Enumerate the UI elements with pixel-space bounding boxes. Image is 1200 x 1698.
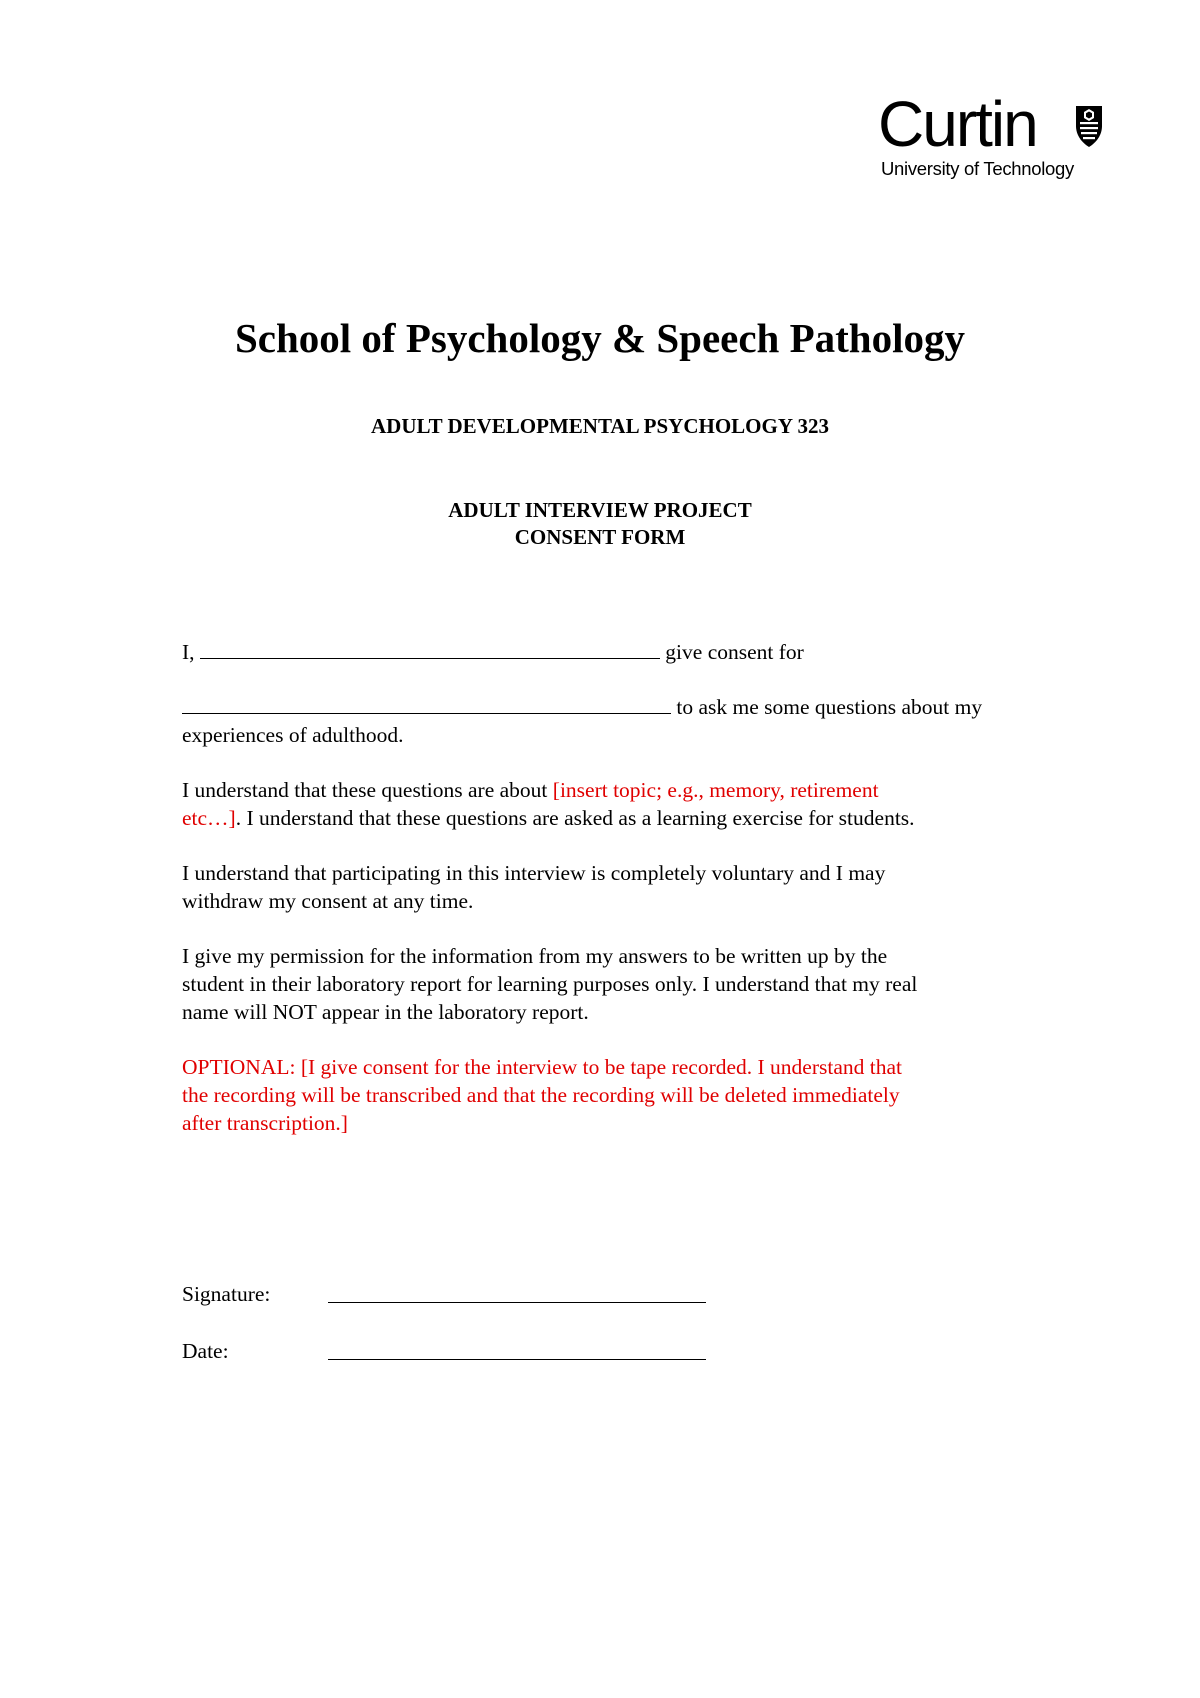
consent-prefix: I,: [182, 640, 195, 664]
form-title: CONSENT FORM: [514, 525, 686, 549]
voluntary-line-2: withdraw my consent at any time.: [182, 889, 474, 913]
course-title: ADULT DEVELOPMENTAL PSYCHOLOGY 323: [371, 414, 829, 438]
permission-line-3: name will NOT appear in the laboratory report.: [182, 1000, 589, 1024]
signature-field[interactable]: [328, 1302, 706, 1303]
student-name-blank[interactable]: [182, 693, 671, 714]
date-label: Date:: [182, 1339, 229, 1363]
project-title: ADULT INTERVIEW PROJECT: [448, 498, 752, 522]
permission-line-1: I give my permission for the information from my answers to be written up by the: [182, 944, 888, 968]
topic-end: . I understand that these questions are asked as a learning exercise for students.: [235, 806, 915, 830]
consent-line-3: experiences of adulthood.: [182, 723, 404, 747]
voluntary-line-1: I understand that participating in this interview is completely voluntary and I may: [182, 861, 886, 885]
topic-intro: I understand that these questions are about: [182, 778, 548, 802]
topic-paragraph: [182, 776, 1002, 832]
shield-icon: [1074, 104, 1104, 148]
optional-line-2: the recording will be transcribed and that the recording will be deleted immediately: [182, 1083, 900, 1107]
optional-line-1: OPTIONAL: [I give consent for the interview to be tape recorded. I understand that: [182, 1055, 903, 1079]
signature-label: Signature:: [182, 1282, 271, 1306]
topic-placeholder: [insert topic; e.g., memory, retirement: [552, 778, 879, 802]
topic-placeholder-cont: etc…]: [182, 806, 236, 830]
logo-subtitle: University of Technology: [881, 158, 1074, 179]
optional-line-3: after transcription.]: [182, 1111, 348, 1135]
participant-name-blank[interactable]: [200, 638, 660, 659]
consent-suffix: give consent for: [665, 640, 804, 664]
curtin-logo: [878, 88, 1108, 180]
page-title: School of Psychology & Speech Pathology: [234, 315, 966, 361]
consent-line-1: [182, 638, 1042, 666]
consent-line-2: [182, 693, 1042, 721]
questions-text: to ask me some questions about my: [676, 695, 983, 719]
logo-wordmark: Curtin: [878, 88, 1037, 160]
permission-line-2: student in their laboratory report for learning purposes only. I understand that my real: [182, 972, 918, 996]
date-field[interactable]: [328, 1359, 706, 1360]
